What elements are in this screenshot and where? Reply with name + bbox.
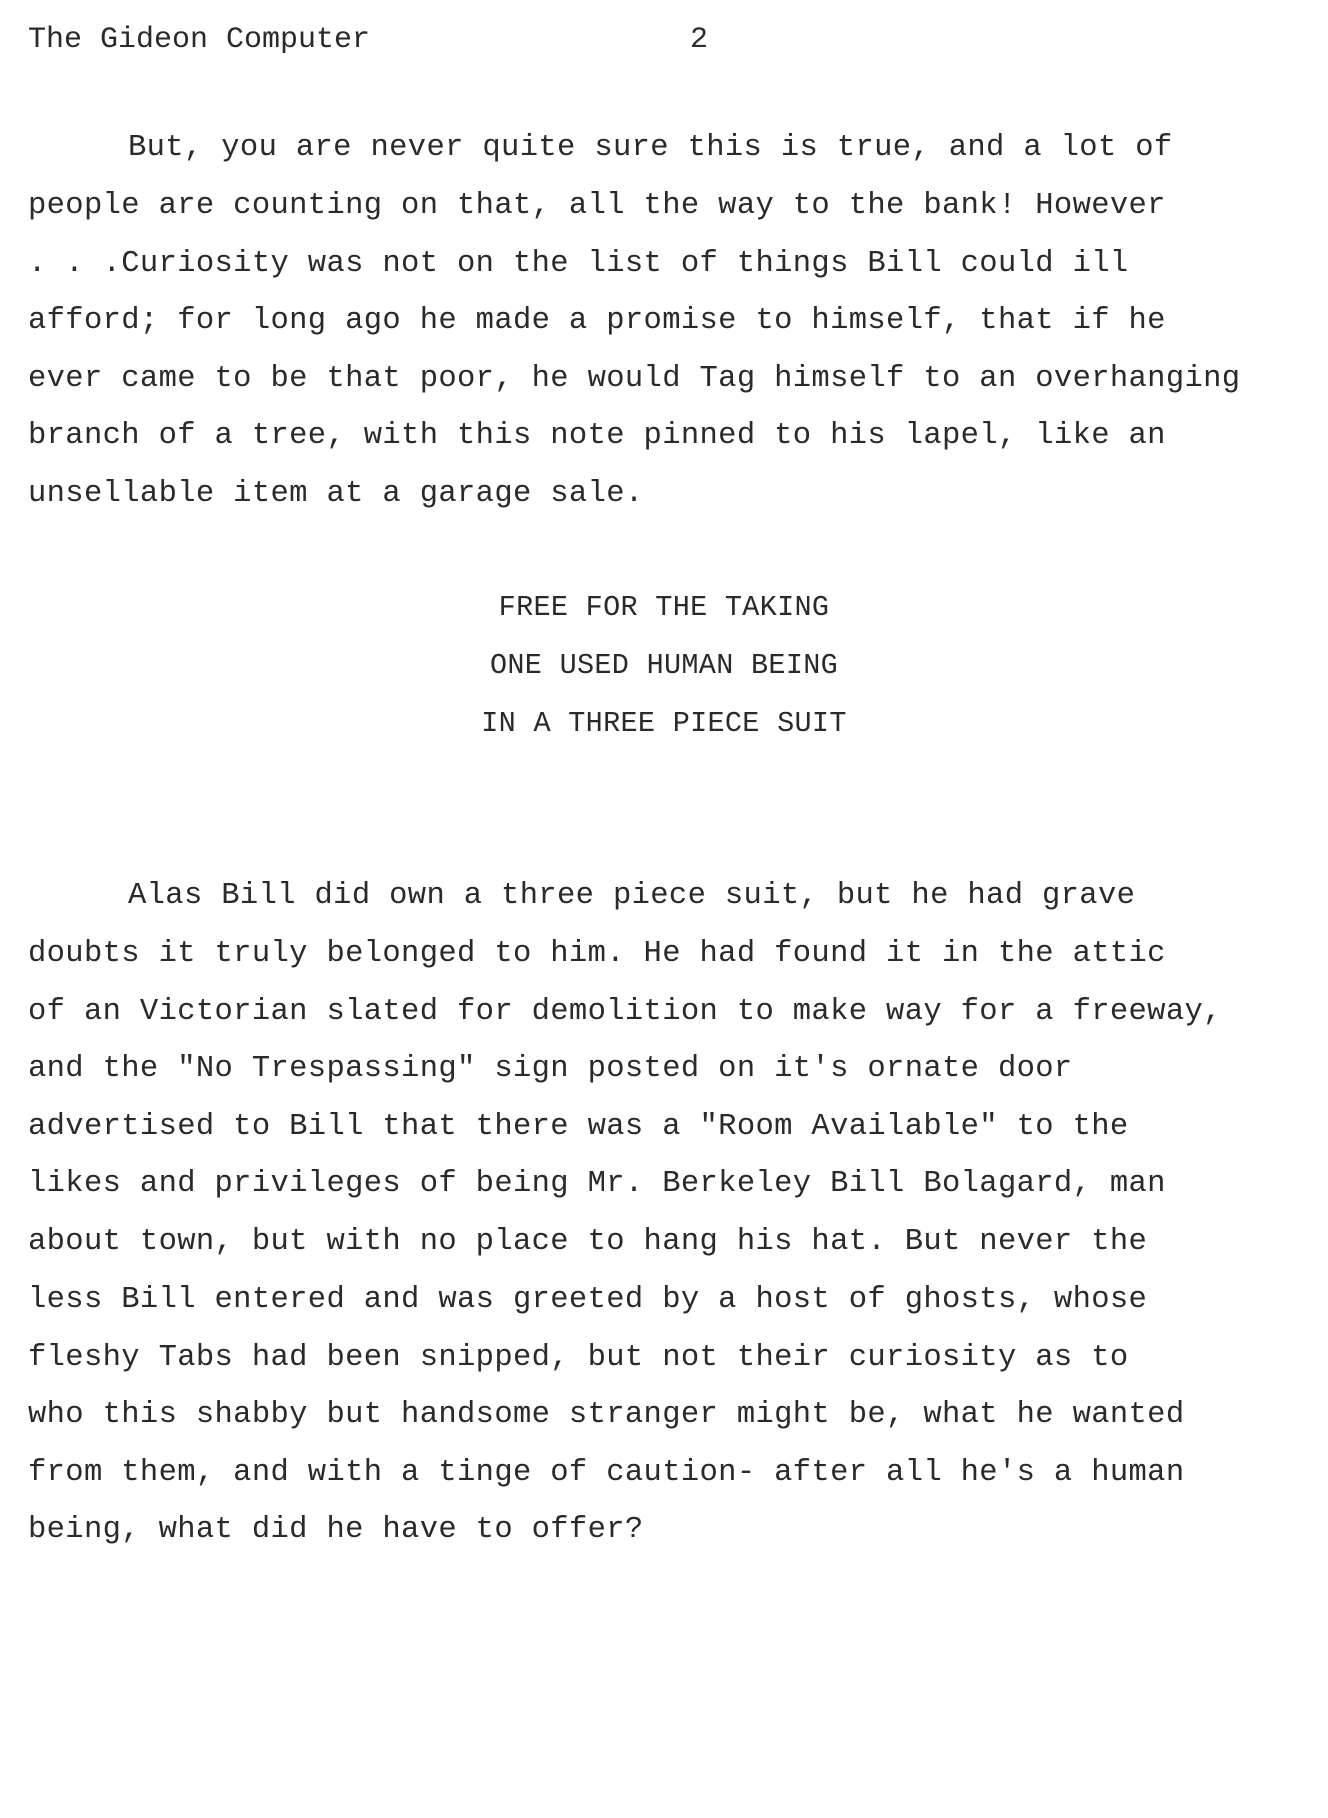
paragraph-line: being, what did he have to offer? xyxy=(28,1513,644,1547)
paragraph-line: about town, but with no place to hang his hat. But never the xyxy=(28,1225,1148,1259)
page-number: 2 xyxy=(690,23,709,57)
paragraph-line: advertised to Bill that there was a "Room Available" to the xyxy=(28,1110,1129,1144)
paragraph-line: Alas Bill did own a three piece suit, but he had grave xyxy=(128,879,1136,913)
paragraph-line: from them, and with a tinge of caution- after all he's a human xyxy=(28,1456,1185,1490)
paragraph-line: less Bill entered and was greeted by a host of ghosts, whose xyxy=(28,1283,1148,1317)
notice-line: ONE USED HUMAN BEING xyxy=(489,649,839,682)
paragraph-line: who this shabby but handsome stranger might be, what he wanted xyxy=(28,1398,1185,1432)
paragraph-line: unsellable item at a garage sale. xyxy=(28,477,644,511)
paragraph-line: and the "No Trespassing" sign posted on it's ornate door xyxy=(28,1052,1073,1086)
paragraph-line: of an Victorian slated for demolition to make way for a freeway, xyxy=(28,995,1222,1029)
paragraph-line: ever came to be that poor, he would Tag himself to an overhanging xyxy=(28,362,1241,396)
notice-line: IN A THREE PIECE SUIT xyxy=(481,707,847,740)
paragraph-line: afford; for long ago he made a promise to himself, that if he xyxy=(28,304,1166,338)
paragraph-line: doubts it truly belonged to him. He had found it in the attic xyxy=(28,937,1166,971)
paragraph-line: people are counting on that, all the way to the bank! However xyxy=(28,189,1166,223)
notice-line: FREE FOR THE TAKING xyxy=(498,591,830,624)
document-title: The Gideon Computer xyxy=(28,23,371,57)
paragraph-line: branch of a tree, with this note pinned to his lapel, like an xyxy=(28,419,1166,453)
paragraph-line: fleshy Tabs had been snipped, but not their curiosity as to xyxy=(28,1341,1129,1375)
paragraph-line: . . .Curiosity was not on the list of things Bill could ill xyxy=(28,247,1129,281)
page-header xyxy=(28,20,1308,60)
paragraph-line: likes and privileges of being Mr. Berkeley Bill Bolagard, man xyxy=(28,1167,1166,1201)
paragraph-line: But, you are never quite sure this is true, and a lot of xyxy=(128,131,1173,165)
